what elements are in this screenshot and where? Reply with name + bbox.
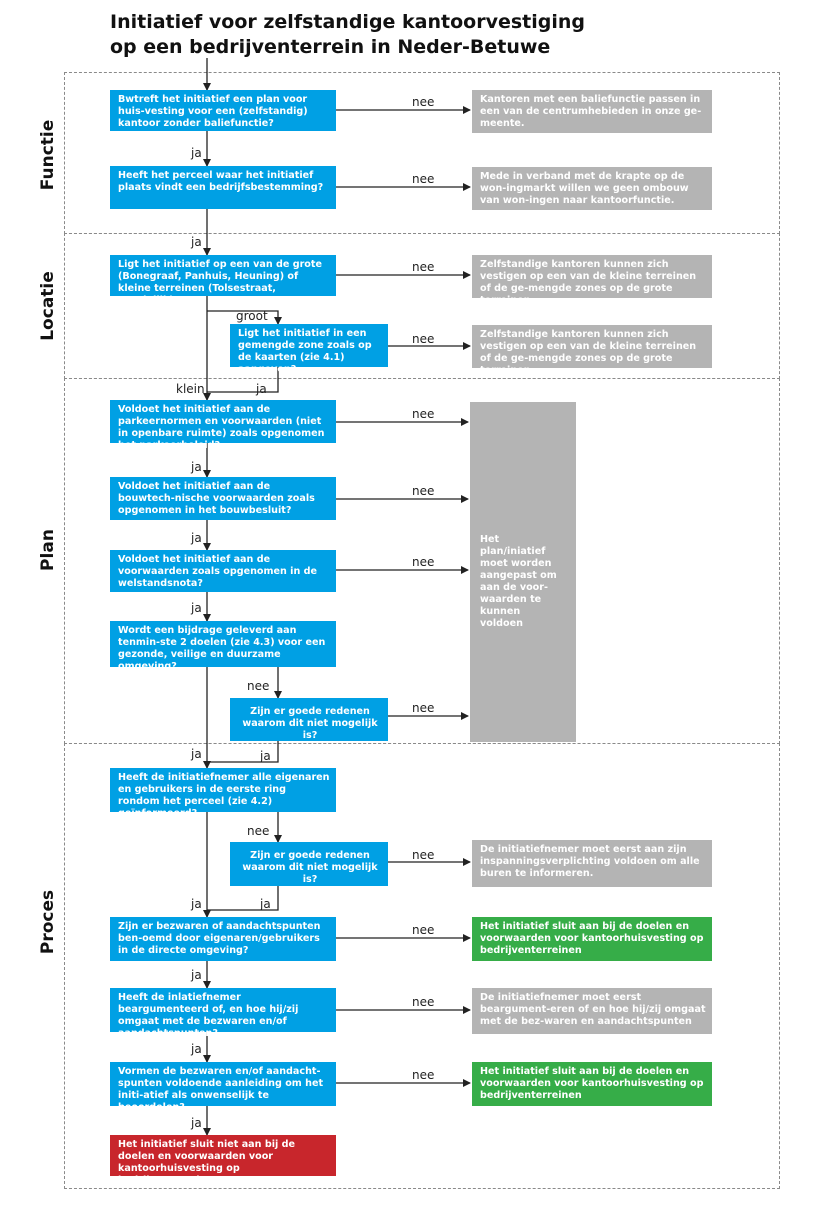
question-bezwaren: Zijn er bezwaren of aandachtspunten ben-oemd door eigenaren/gebruikers in de directe omgeving?: [110, 917, 336, 961]
title-line-2: op een bedrijventerrein in Neder-Betuwe: [110, 36, 551, 58]
label-ja-1: ja: [191, 146, 202, 160]
question-parkeernormen: Voldoet het initiatief aan de parkeernormen en voorwaarden (niet in openbare ruimte) zoals opgenomen het parkeerbeleid?: [110, 400, 336, 443]
label-nee-11: nee: [412, 848, 435, 862]
outcome-baliefunctie: Kantoren met een baliefunctie passen in een van de centrumhebieden in onze ge-meente.: [472, 90, 712, 133]
label-nee-2: nee: [412, 172, 435, 186]
label-ja-9: ja: [191, 897, 202, 911]
label-nee-13: nee: [412, 995, 435, 1009]
outcome-inspanningsverplichting: De initiatiefnemer moet eerst aan zijn inspanningsverplichting voldoen om alle buren te informeren.: [472, 840, 712, 887]
title-line-1: Initiatief voor zelfstandige kantoorvestiging: [110, 11, 585, 33]
label-nee-1: nee: [412, 95, 435, 109]
question-eigenaren-geinformeerd: Heeft de initiatiefnemer alle eigenaren en gebruikers in de eerste ring rondom het perceel (zie 4.2) geïnformeerd?: [110, 768, 336, 812]
question-doelen: Wordt een bijdrage geleverd aan tenmin-ste 2 doelen (zie 4.3) voor een gezonde, veilige en duurzame omgeving?: [110, 621, 336, 667]
outcome-negatief: Het initiatief sluit niet aan bij de doelen en voorwaarden voor kantoorhuisvesting op bedrijventerreinen: [110, 1135, 336, 1176]
question-gemengde-zone: Ligt het initiatief in een gemengde zone zoals op de kaarten (zie 4.1) aangeven?: [230, 324, 388, 367]
label-nee-7: nee: [412, 555, 435, 569]
label-groot: groot: [236, 309, 268, 323]
label-nee-12: nee: [412, 923, 435, 937]
label-ja-4: ja: [191, 460, 202, 474]
label-ja-12: ja: [191, 1042, 202, 1056]
label-ja-13: ja: [191, 1116, 202, 1130]
label-nee-3: nee: [412, 260, 435, 274]
label-ja-5: ja: [191, 531, 202, 545]
outcome-woningmarkt: Mede in verband met de krapte op de won-ingmarkt willen we geen ombouw van won-ingen naar kantoorfunctie.: [472, 167, 712, 210]
question-bedrijfsbestemming: Heeft het perceel waar het initiatief plaats vindt een bedrijfsbestemming?: [110, 166, 336, 209]
question-goede-redenen-plan: Zijn er goede redenen waarom dit niet mogelijk is?: [230, 698, 388, 741]
question-beargumenteerd: Heeft de inlatiefnemer beargumenteerd of, en hoe hij/zij omgaat met de bezwaren en/of aandachtspunten?: [110, 988, 336, 1032]
label-nee-10: nee: [247, 824, 270, 838]
question-terrein: Ligt het initiatief op een van de grote (Bonegraaf, Panhuis, Heuning) of kleine terreinen (Tolsestraat, Broekdijk)?: [110, 255, 336, 296]
label-nee-14: nee: [412, 1068, 435, 1082]
outcome-positief-2: Het initiatief sluit aan bij de doelen en voorwaarden voor kantoorhuisvesting op bedrijventerreinen: [472, 1062, 712, 1106]
label-ja-2: ja: [191, 235, 202, 249]
label-ja-10: ja: [260, 897, 271, 911]
question-onwenselijk: Vormen de bezwaren en/of aandacht-spunten voldoende aanleiding om het initi-atief als onwenselijk te beoordelen?: [110, 1062, 336, 1106]
question-bouwbesluit: Voldoet het initiatief aan de bouwtech-nische voorwaarden zoals opgenomen in het bouwbesluit?: [110, 477, 336, 520]
outcome-kleine-terreinen-2: Zelfstandige kantoren kunnen zich vestigen op een van de kleine terreinen of de ge-mengde zones op de grote terreinen.: [472, 325, 712, 368]
label-ja-3: ja: [256, 382, 267, 396]
question-welstandsnota: Voldoet het initiatief aan de voorwaarden zoals opgenomen in de welstandsnota?: [110, 550, 336, 592]
label-ja-8: ja: [260, 749, 271, 763]
question-goede-redenen-proces: Zijn er goede redenen waarom dit niet mogelijk is?: [230, 842, 388, 886]
label-ja-7: ja: [191, 747, 202, 761]
outcome-beargumenteren: De initiatiefnemer moet eerst beargument-eren of en hoe hij/zij omgaat met de bez-waren en aandachtspunten: [472, 988, 712, 1034]
question-baliefunctie: Bwtreft het initiatief een plan voor huis-vesting voor een (zelfstandig) kantoor zonder baliefunctie?: [110, 90, 336, 131]
label-nee-4: nee: [412, 332, 435, 346]
label-nee-9: nee: [412, 701, 435, 715]
label-nee-8: nee: [247, 679, 270, 693]
outcome-kleine-terreinen-1: Zelfstandige kantoren kunnen zich vestigen op een van de kleine terreinen of de ge-mengde zones op de grote terreinen.: [472, 255, 712, 298]
label-ja-6: ja: [191, 601, 202, 615]
outcome-positief-1: Het initiatief sluit aan bij de doelen en voorwaarden voor kantoorhuisvesting op bedrijventerreinen: [472, 917, 712, 961]
outcome-plan-aanpassen: Het plan/iniatief moet worden aangepast om aan de voor-waarden te kunnen voldoen: [470, 402, 576, 742]
label-ja-11: ja: [191, 968, 202, 982]
label-klein: klein: [176, 382, 205, 396]
label-nee-6: nee: [412, 484, 435, 498]
label-nee-5: nee: [412, 407, 435, 421]
